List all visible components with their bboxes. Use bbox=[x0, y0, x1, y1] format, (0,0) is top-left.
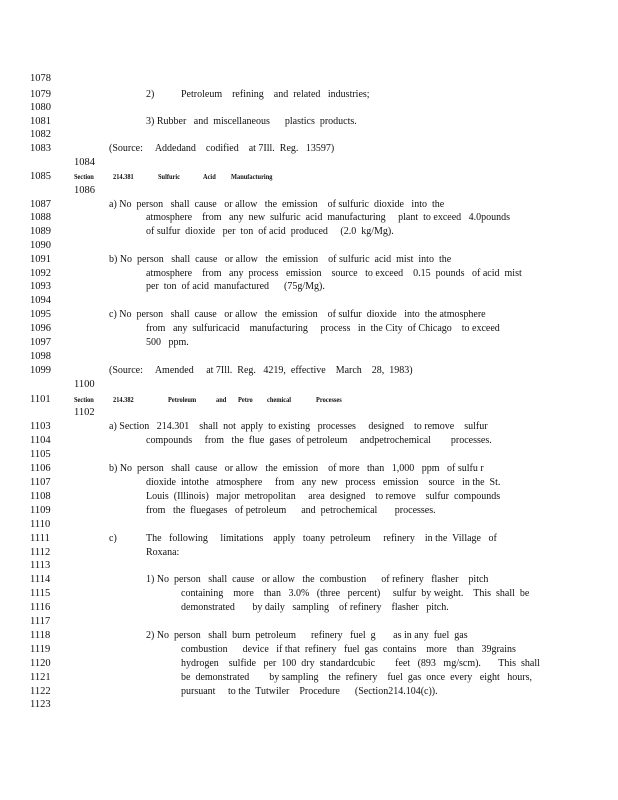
section-title-word: Processes bbox=[316, 395, 342, 404]
text-line: from any sulfuricacid manufacturing process in the City of Chicago to exceed bbox=[146, 323, 500, 334]
line-number: 1123 bbox=[30, 699, 51, 710]
line-number: 1120 bbox=[30, 658, 51, 669]
section-title-word: Sulfuric bbox=[158, 172, 180, 181]
text-line: Louis (Illinois) major metropolitan area designed to remove sulfur compounds bbox=[146, 491, 501, 502]
text-line: c) No person shall cause or allow the emission of sulfur dioxide into the atmosphere bbox=[109, 309, 486, 320]
text-line: per ton of acid manufactured (75g/Mg). bbox=[146, 281, 325, 292]
text-line: dioxide intothe atmosphere from any new process emission source in the St. bbox=[146, 477, 501, 488]
line-number: 1085 bbox=[30, 171, 51, 182]
list-marker: 2) bbox=[146, 89, 155, 100]
line-number: 1094 bbox=[30, 295, 51, 306]
line-number: 1099 bbox=[30, 365, 51, 376]
list-marker: c) bbox=[109, 533, 117, 544]
line-number: 1117 bbox=[30, 616, 51, 627]
text-line: 500 ppm. bbox=[146, 337, 189, 348]
text-line: b) No person shall cause or allow the emission of more than 1,000 ppm of sulfu r bbox=[109, 463, 484, 474]
text-line: 2) No person shall burn petroleum refinery fuel g as in any fuel gas bbox=[146, 630, 468, 641]
text-line: of sulfur dioxide per ton of acid produced (2.0 kg/Mg). bbox=[146, 226, 394, 237]
text-line: a) No person shall cause or allow the emission of sulfuric dioxide into the bbox=[109, 199, 445, 210]
line-number: 1114 bbox=[30, 574, 51, 585]
section-number: 214.381 bbox=[113, 172, 134, 181]
line-number: 1118 bbox=[30, 630, 51, 641]
line-number: 1097 bbox=[30, 337, 51, 348]
text-line: Roxana: bbox=[146, 547, 180, 558]
text-line: atmosphere from any new sulfuric acid manufacturing plant to exceed 4.0pounds bbox=[146, 212, 511, 223]
line-number: 1083 bbox=[30, 143, 51, 154]
section-title-word: chemical bbox=[267, 395, 292, 404]
line-number: 1108 bbox=[30, 491, 51, 502]
line-number: 1106 bbox=[30, 463, 51, 474]
text-line: atmosphere from any process emission source to exceed 0.15 pounds of acid mist bbox=[146, 268, 522, 279]
line-number: 1088 bbox=[30, 212, 51, 223]
line-number: 1102 bbox=[74, 407, 95, 418]
line-number: 1095 bbox=[30, 309, 51, 320]
line-number: 1091 bbox=[30, 254, 51, 265]
line-number: 1101 bbox=[30, 394, 51, 405]
line-number: 1105 bbox=[30, 449, 51, 460]
line-number: 1100 bbox=[74, 379, 95, 390]
text-line: Petroleum refining and related industries; bbox=[181, 89, 370, 100]
line-number: 1098 bbox=[30, 351, 51, 362]
section-title-word: and bbox=[216, 395, 227, 404]
section-label: Section bbox=[74, 395, 94, 404]
text-line: from the fluegases of petroleum and petrochemical processes. bbox=[146, 505, 436, 516]
text-line: hydrogen sulfide per 100 dry standardcubic feet (893 mg/scm). This shall bbox=[181, 658, 540, 669]
line-number: 1116 bbox=[30, 602, 51, 613]
text-line: containing more than 3.0% (three percent) sulfur by weight. This shall be bbox=[181, 588, 530, 599]
line-number: 1119 bbox=[30, 644, 51, 655]
line-number: 1078 bbox=[30, 73, 51, 84]
line-number: 1096 bbox=[30, 323, 51, 334]
section-label: Section bbox=[74, 172, 94, 181]
line-number: 1104 bbox=[30, 435, 51, 446]
section-title-word: Acid bbox=[203, 172, 216, 181]
line-number: 1086 bbox=[74, 185, 95, 196]
text-line: The following limitations apply toany petroleum refinery in the Village of bbox=[146, 533, 497, 544]
line-number: 1089 bbox=[30, 226, 51, 237]
section-number: 214.382 bbox=[113, 395, 134, 404]
line-number: 1111 bbox=[30, 533, 50, 544]
line-number: 1110 bbox=[30, 519, 51, 530]
section-title-word: Petroleum bbox=[168, 395, 197, 404]
line-number: 1082 bbox=[30, 129, 51, 140]
text-line: 1) No person shall cause or allow the combustion of refinery flasher pitch bbox=[146, 574, 489, 585]
line-number: 1122 bbox=[30, 686, 51, 697]
text-line: b) No person shall cause or allow the emission of sulfuric acid mist into the bbox=[109, 254, 452, 265]
line-number: 1080 bbox=[30, 102, 51, 113]
line-number: 1093 bbox=[30, 281, 51, 292]
line-number: 1087 bbox=[30, 199, 51, 210]
text-line: pursuant to the Tutwiler Procedure (Section214.104(c)). bbox=[181, 686, 438, 697]
source-note: (Source: Amended at 7Ill. Reg. 4219, effective March 28, 1983) bbox=[109, 365, 413, 376]
source-note: (Source: Addedand codified at 7Ill. Reg. 13597) bbox=[109, 143, 335, 154]
line-number: 1109 bbox=[30, 505, 51, 516]
line-number: 1092 bbox=[30, 268, 51, 279]
text-line: demonstrated by daily sampling of refinery flasher pitch. bbox=[181, 602, 449, 613]
line-number: 1079 bbox=[30, 89, 51, 100]
text-line: 3) Rubber and miscellaneous plastics products. bbox=[146, 116, 357, 127]
line-number: 1115 bbox=[30, 588, 51, 599]
section-title-word: Petro bbox=[238, 395, 253, 404]
text-line: compounds from the flue gases of petroleum andpetrochemical processes. bbox=[146, 435, 492, 446]
line-number: 1121 bbox=[30, 672, 51, 683]
text-line: combustion device if that refinery fuel gas contains more than 39grains bbox=[181, 644, 516, 655]
line-number: 1103 bbox=[30, 421, 51, 432]
line-number: 1090 bbox=[30, 240, 51, 251]
line-number: 1112 bbox=[30, 547, 51, 558]
section-title-word: Manufacturing bbox=[231, 172, 273, 181]
line-number: 1084 bbox=[74, 157, 95, 168]
line-number: 1107 bbox=[30, 477, 51, 488]
text-line: be demonstrated by sampling the refinery fuel gas once every eight hours, bbox=[181, 672, 533, 683]
text-line: a) Section 214.301 shall not apply to existing processes designed to remove sulfur bbox=[109, 421, 488, 432]
line-number: 1113 bbox=[30, 560, 51, 571]
line-number: 1081 bbox=[30, 116, 51, 127]
